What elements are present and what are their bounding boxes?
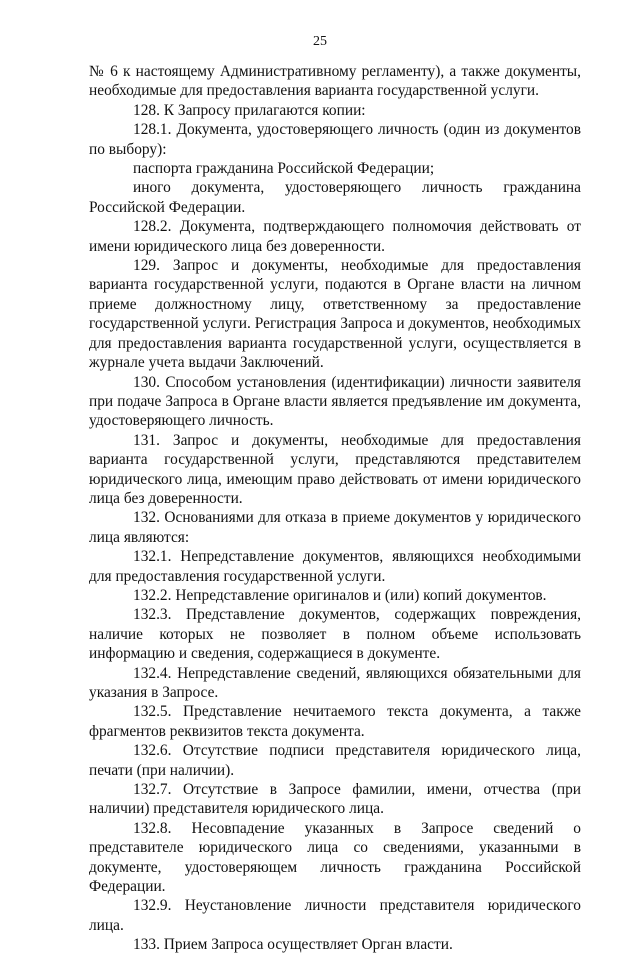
paragraph-129: 129. Запрос и документы, необходимые для предоставления варианта государственной услуги, подаются в Органе власти на личном приеме должностному лицу, ответственному за предоставление государственной услуги. Регистрация Запроса и документов, необходимых для предоставления варианта государственной услуги, осуществляется в журнале учета выдачи Заключений. — [89, 257, 581, 372]
paragraph-131: 131. Запрос и документы, необходимые для предоставления варианта государственной услуги, представляются представителем юридического лица, имеющим право действовать от имени юридического лица без доверенности. — [89, 431, 581, 507]
paragraph-128-1: 128.1. Документа, удостоверяющего личность (один из документов по выбору): — [89, 121, 581, 158]
paragraph-other-document: иного документа, удостоверяющего личность гражданина Российской Федерации. — [89, 179, 581, 216]
paragraph-132-1: 132.1. Непредставление документов, являющихся необходимыми для предоставления государственной услуги. — [89, 548, 581, 585]
paragraph-132-2: 132.2. Непредставление оригиналов и (или) копий документов. — [133, 586, 547, 604]
paragraph-132-4: 132.4. Непредставление сведений, являющихся обязательными для указания в Запросе. — [89, 664, 581, 701]
paragraph-continuation: № 6 к настоящему Административному регламенту), а также документы, необходимые для предоставления варианта государственной услуги. — [89, 63, 581, 100]
paragraph-133: 133. Прием Запроса осуществляет Орган власти. — [133, 936, 453, 954]
paragraph-132-5: 132.5. Представление нечитаемого текста документа, а также фрагментов реквизитов текста документа. — [89, 703, 581, 740]
paragraph-130: 130. Способом установления (идентификации) личности заявителя при подаче Запроса в Органе власти является предъявление им документа, удостоверяющего личность. — [89, 373, 581, 430]
page-number: 25 — [313, 34, 327, 49]
paragraph-132: 132. Основаниями для отказа в приеме документов у юридического лица являются: — [89, 509, 581, 546]
paragraph-132-3: 132.3. Представление документов, содержащих повреждения, наличие которых не позволяет в полном объеме использовать информацию и сведения, содержащиеся в документе. — [89, 606, 581, 663]
document-body — [89, 62, 581, 955]
paragraph-128-2: 128.2. Документа, подтверждающего полномочия действовать от имени юридического лица без доверенности. — [89, 218, 581, 255]
paragraph-132-9: 132.9. Неустановление личности представителя юридического лица. — [89, 897, 581, 934]
paragraph-passport: паспорта гражданина Российской Федерации; — [133, 160, 435, 178]
paragraph-132-7: 132.7. Отсутствие в Запросе фамилии, имени, отчества (при наличии) представителя юридического лица. — [89, 781, 581, 818]
paragraph-132-6: 132.6. Отсутствие подписи представителя юридического лица, печати (при наличии). — [89, 742, 581, 779]
paragraph-132-8: 132.8. Несовпадение указанных в Запросе сведений о представителе юридического лица со сведениями, указанными в документе, удостоверяющем личность гражданина Российской Федерации. — [89, 819, 581, 896]
paragraph-128: 128. К Запросу прилагаются копии: — [133, 101, 366, 119]
